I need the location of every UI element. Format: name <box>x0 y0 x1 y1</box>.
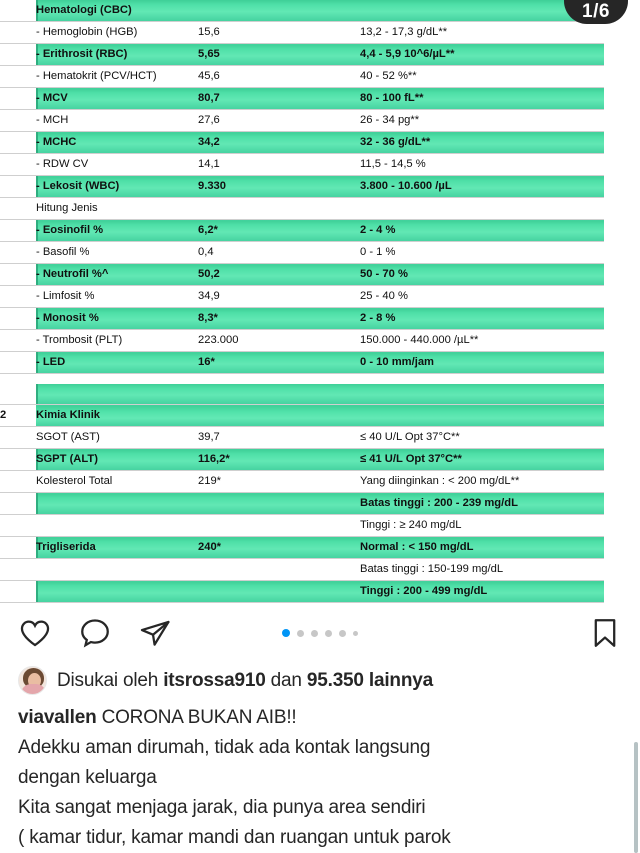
lab-cell-name: - Monosit % <box>36 308 198 330</box>
lab-cell-reference: 3.800 - 10.600 /µL <box>360 176 604 198</box>
lab-cell-reference: 26 - 34 pg** <box>360 110 604 132</box>
lab-table-row <box>0 22 604 44</box>
lab-cell-name: Hematologi (CBC) <box>36 0 198 22</box>
page-scrollbar[interactable] <box>634 742 638 853</box>
lab-cell-value: 14,1 <box>198 154 360 176</box>
like-icon[interactable] <box>18 616 52 650</box>
lab-cell-value: 116,2* <box>198 449 360 471</box>
lab-table-row <box>0 66 604 88</box>
lab-cell-number <box>0 515 36 537</box>
lab-cell-name <box>36 559 198 581</box>
lab-cell-name: Trigliserida <box>36 537 198 559</box>
lab-cell-number <box>0 198 36 220</box>
lab-table-row <box>0 449 604 471</box>
lab-cell-name <box>36 581 198 603</box>
lab-table-row <box>0 44 604 66</box>
lab-cell-reference <box>360 384 604 405</box>
comment-icon[interactable] <box>78 616 112 650</box>
lab-cell-value: 5,65 <box>198 44 360 66</box>
lab-cell-number <box>0 0 36 22</box>
lab-table-row <box>0 384 604 405</box>
likes-text <box>57 670 433 692</box>
likes-middle: dan <box>270 669 302 691</box>
lab-cell-name: - MCHC <box>36 132 198 154</box>
lab-cell-reference: 13,2 - 17,3 g/dL** <box>360 22 604 44</box>
lab-cell-number <box>0 493 36 515</box>
caption-line: Adekku aman dirumah, tidak ada kontak langsung <box>18 737 431 758</box>
carousel-dot <box>282 629 290 637</box>
carousel-dot <box>325 630 332 637</box>
lab-cell-reference: 80 - 100 fL** <box>360 88 604 110</box>
lab-cell-name: - MCH <box>36 110 198 132</box>
lab-cell-value <box>198 0 360 22</box>
lab-cell-value <box>198 581 360 603</box>
lab-cell-reference: 4,4 - 5,9 10^6/µL** <box>360 44 604 66</box>
lab-table-row <box>0 132 604 154</box>
lab-table-row <box>0 559 604 581</box>
lab-cell-number <box>0 330 36 352</box>
lab-cell-reference: Batas tinggi : 200 - 239 mg/dL <box>360 493 604 515</box>
lab-table-row <box>0 198 604 220</box>
lab-table-row <box>0 374 604 384</box>
lab-cell-reference: Tinggi : ≥ 240 mg/dL <box>360 515 604 537</box>
caption-line: dengan keluarga <box>18 767 157 788</box>
lab-cell-name: - LED <box>36 352 198 374</box>
lab-cell-name: - Lekosit (WBC) <box>36 176 198 198</box>
lab-cell-value <box>198 493 360 515</box>
lab-cell-value: 0,4 <box>198 242 360 264</box>
lab-section-row <box>0 405 604 427</box>
lab-cell-number <box>0 581 36 603</box>
save-icon[interactable] <box>588 616 622 650</box>
post-action-bar <box>0 604 640 662</box>
lab-cell-number <box>0 427 36 449</box>
lab-cell-value <box>198 515 360 537</box>
lab-cell-name <box>36 384 198 405</box>
lab-cell-reference: 2 - 4 % <box>360 220 604 242</box>
lab-cell-reference: 32 - 36 g/dL** <box>360 132 604 154</box>
lab-cell-value: 219* <box>198 471 360 493</box>
lab-cell-value: 39,7 <box>198 427 360 449</box>
lab-table-row <box>0 176 604 198</box>
lab-cell-number <box>0 66 36 88</box>
likes-suffix[interactable]: lainnya <box>368 669 433 691</box>
lab-cell-value: 34,2 <box>198 132 360 154</box>
lab-cell-reference: 11,5 - 14,5 % <box>360 154 604 176</box>
lab-cell-value: 223.000 <box>198 330 360 352</box>
lab-cell-name: - MCV <box>36 88 198 110</box>
lab-cell-reference <box>360 374 604 384</box>
lab-cell-value: 45,6 <box>198 66 360 88</box>
lab-cell-reference: Normal : < 150 mg/dL <box>360 537 604 559</box>
caption-line: CORONA BUKAN AIB!! <box>101 707 297 728</box>
lab-cell-name: - Hemoglobin (HGB) <box>36 22 198 44</box>
lab-cell-value: 34,9 <box>198 286 360 308</box>
lab-cell-name: - Basofil % <box>36 242 198 264</box>
lab-cell-value: 16* <box>198 352 360 374</box>
lab-cell-name <box>36 493 198 515</box>
lab-table-row <box>0 471 604 493</box>
lab-cell-reference: 2 - 8 % <box>360 308 604 330</box>
lab-cell-name: - Limfosit % <box>36 286 198 308</box>
lab-table-row <box>0 242 604 264</box>
lab-cell-reference: ≤ 40 U/L Opt 37°C** <box>360 427 604 449</box>
lab-cell-reference: 40 - 52 %** <box>360 66 604 88</box>
lab-cell-value: 9.330 <box>198 176 360 198</box>
lab-cell-value: 240* <box>198 537 360 559</box>
lab-cell-value: 27,6 <box>198 110 360 132</box>
lab-cell-number <box>0 449 36 471</box>
lab-cell-number <box>0 176 36 198</box>
lab-cell-value: 8,3* <box>198 308 360 330</box>
carousel-page-badge: 1/6 <box>564 0 628 24</box>
lab-table-row <box>0 515 604 537</box>
caption-line: ( kamar tidur, kamar mandi dan ruangan untuk parok <box>18 827 451 848</box>
lab-cell-name: - Neutrofil %^ <box>36 264 198 286</box>
lab-cell-number <box>0 308 36 330</box>
lab-cell-name: Hitung Jenis <box>36 198 198 220</box>
lab-table-row <box>0 427 604 449</box>
lab-cell-number <box>0 352 36 374</box>
lab-cell-number <box>0 559 36 581</box>
lab-table-row <box>0 220 604 242</box>
post-caption[interactable] <box>0 697 640 853</box>
lab-cell-name: Kimia Klinik <box>36 405 198 427</box>
lab-cell-reference: 0 - 10 mm/jam <box>360 352 604 374</box>
lab-cell-value: 6,2* <box>198 220 360 242</box>
lab-cell-number <box>0 242 36 264</box>
caption-body <box>18 707 451 848</box>
lab-cell-number: 2 <box>0 405 36 427</box>
lab-cell-reference: 150.000 - 440.000 /µL** <box>360 330 604 352</box>
lab-table-row <box>0 264 604 286</box>
likes-count[interactable]: 95.350 <box>306 669 364 691</box>
lab-cell-value <box>198 559 360 581</box>
lab-cell-name: - Eosinofil % <box>36 220 198 242</box>
carousel-dot <box>311 630 318 637</box>
likes-prefix: Disukai oleh <box>57 669 159 691</box>
caption-line: Kita sangat menjaga jarak, dia punya area sendiri <box>18 797 426 818</box>
lab-table-row <box>0 493 604 515</box>
lab-table-row <box>0 308 604 330</box>
lab-cell-name: - RDW CV <box>36 154 198 176</box>
lab-cell-value <box>198 374 360 384</box>
lab-cell-reference: 25 - 40 % <box>360 286 604 308</box>
lab-cell-value: 15,6 <box>198 22 360 44</box>
lab-cell-number <box>0 384 36 405</box>
lab-table-row <box>0 581 604 603</box>
share-icon[interactable] <box>138 616 172 650</box>
lab-cell-name: - Trombosit (PLT) <box>36 330 198 352</box>
lab-cell-number <box>0 110 36 132</box>
lab-table-row <box>0 154 604 176</box>
liker-avatar <box>18 666 47 695</box>
lab-cell-reference <box>360 198 604 220</box>
carousel-dot <box>297 630 304 637</box>
lab-cell-name <box>36 374 198 384</box>
lab-cell-number <box>0 154 36 176</box>
lab-cell-number <box>0 471 36 493</box>
lab-cell-number <box>0 286 36 308</box>
lab-cell-value <box>198 384 360 405</box>
lab-cell-reference: 0 - 1 % <box>360 242 604 264</box>
lab-cell-name: SGOT (AST) <box>36 427 198 449</box>
lab-cell-name: - Erithrosit (RBC) <box>36 44 198 66</box>
lab-table-row <box>0 286 604 308</box>
lab-table-row <box>0 352 604 374</box>
lab-cell-reference: Tinggi : 200 - 499 mg/dL <box>360 581 604 603</box>
lab-cell-value: 80,7 <box>198 88 360 110</box>
lab-cell-reference: ≤ 41 U/L Opt 37°C** <box>360 449 604 471</box>
lab-cell-reference: Batas tinggi : 150-199 mg/dL <box>360 559 604 581</box>
lab-table-row <box>0 110 604 132</box>
lab-cell-number <box>0 537 36 559</box>
carousel-dot <box>339 630 346 637</box>
lab-cell-number <box>0 132 36 154</box>
lab-cell-number <box>0 88 36 110</box>
carousel-dot <box>353 631 358 636</box>
lab-cell-number <box>0 44 36 66</box>
lab-cell-value <box>198 405 360 427</box>
lab-table-row <box>0 88 604 110</box>
likes-row[interactable] <box>0 662 640 697</box>
lab-cell-value: 50,2 <box>198 264 360 286</box>
caption-username[interactable]: viavallen <box>18 707 97 728</box>
lab-cell-number <box>0 374 36 384</box>
lab-table-row <box>0 330 604 352</box>
lab-cell-value <box>198 198 360 220</box>
lab-cell-name: SGPT (ALT) <box>36 449 198 471</box>
lab-cell-number <box>0 22 36 44</box>
lab-cell-number <box>0 220 36 242</box>
lab-cell-number <box>0 264 36 286</box>
lab-cell-name: Kolesterol Total <box>36 471 198 493</box>
lab-cell-reference <box>360 405 604 427</box>
lab-cell-name: - Hematokrit (PCV/HCT) <box>36 66 198 88</box>
liker-username[interactable]: itsrossa910 <box>163 669 266 691</box>
lab-cell-name <box>36 515 198 537</box>
lab-cell-reference: Yang diinginkan : < 200 mg/dL** <box>360 471 604 493</box>
lab-table-row <box>0 0 604 22</box>
lab-cell-reference: 50 - 70 % <box>360 264 604 286</box>
lab-table-row <box>0 537 604 559</box>
